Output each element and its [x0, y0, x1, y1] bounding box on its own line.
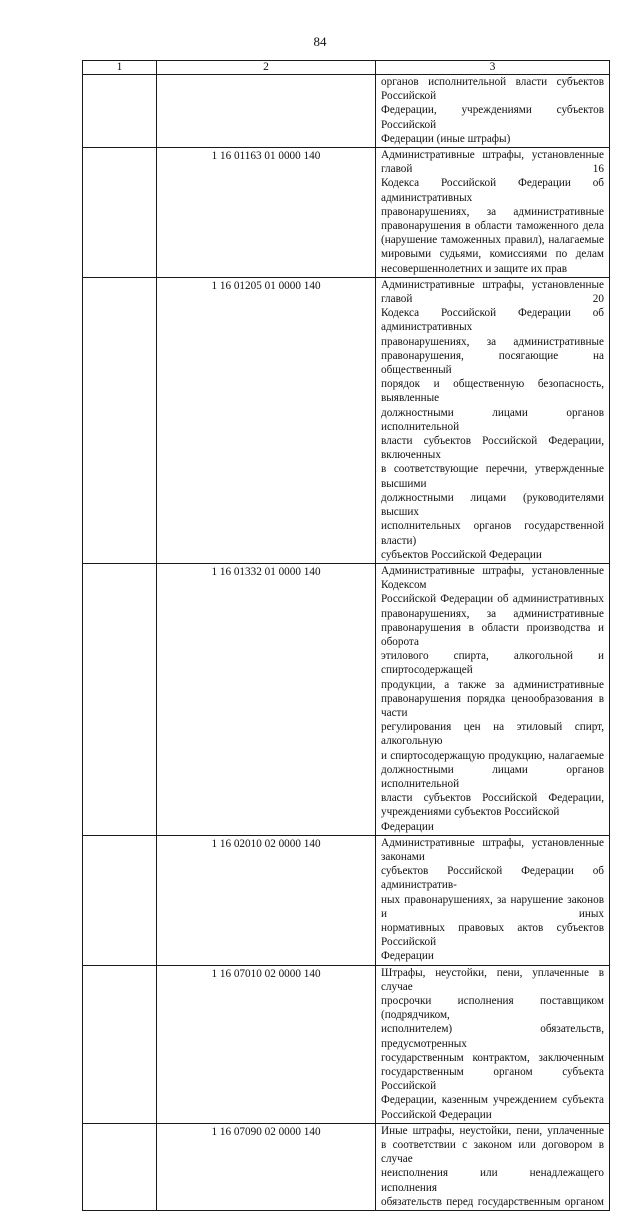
description-line: этилового спирта, алкогольной и спиртосодержащей	[381, 650, 604, 677]
description-line: обязательств перед государственным органом	[381, 1195, 604, 1208]
description-line: государственным контрактом, заключенным	[381, 1051, 604, 1064]
description-line: Административные штрафы, установленные Кодексом	[381, 564, 604, 592]
budget-code: 1 16 02010 02 0000 140	[157, 835, 376, 965]
description-line: правонарушения в области производства и оборота	[381, 621, 604, 648]
table-row	[83, 1123, 610, 1210]
description-line: Российской Федерации	[381, 1108, 492, 1121]
description-line: должностными лицами (руководителями высших	[381, 491, 604, 519]
page-number: 84	[313, 34, 327, 49]
description-line: в соответствии с законом или договором в случае	[381, 1139, 604, 1166]
description-line: Федерации (иные штрафы)	[381, 132, 511, 145]
description-line: Иные штрафы, неустойки, пени, уплаченные	[381, 1124, 604, 1137]
description-line: правонарушениях, за административные	[381, 335, 604, 348]
description-line: правонарушениях, за административные	[381, 205, 604, 218]
budget-code	[157, 75, 376, 148]
description-line: субъектов Российской Федерации об административ-	[381, 865, 604, 892]
description-line: в соответствующие перечни, утвержденные высшими	[381, 463, 604, 490]
cell-col1	[83, 148, 157, 278]
table-row	[83, 75, 610, 148]
budget-codes-table	[82, 60, 610, 1211]
description-line: Кодекса Российской Федерации об административных	[381, 307, 604, 334]
description-line: порядок и общественную безопасность, выявленные	[381, 378, 604, 405]
description-line: должностными лицами органов исполнительной	[381, 763, 604, 790]
description-line: государственным органом субъекта Российской	[381, 1066, 604, 1093]
description-line: субъектов Российской Федерации	[381, 548, 542, 561]
description-line: несовершеннолетних и защите их прав	[381, 262, 567, 275]
description-line: правонарушения порядка ценообразования в части	[381, 692, 604, 719]
description-line: правонарушениях, за административные	[381, 607, 604, 620]
description-line: органов исполнительной власти субъектов Российской	[381, 76, 604, 103]
description-line: нормативных правовых актов субъектов Российской	[381, 921, 604, 949]
code-description	[376, 965, 610, 1123]
column-header-1: 1	[83, 61, 157, 75]
table-header-row	[83, 61, 610, 75]
description-line: правонарушения, посягающие на общественный	[381, 349, 604, 377]
description-line: Административные штрафы, установленные законами	[381, 836, 604, 863]
description-line: Административные штрафы, установленные главой 20	[381, 278, 604, 306]
description-line: Российской Федерации об административных	[381, 593, 604, 606]
description-line: Кодекса Российской Федерации об административных	[381, 177, 604, 204]
code-description	[376, 75, 610, 148]
table-row	[83, 277, 610, 563]
cell-col1	[83, 75, 157, 148]
table-row	[83, 148, 610, 278]
table-body	[83, 75, 610, 1211]
description-line: ных правонарушениях, за нарушение законов и иных	[381, 893, 604, 920]
budget-code: 1 16 01163 01 0000 140	[157, 148, 376, 278]
column-header-3: 3	[376, 61, 610, 75]
code-description	[376, 277, 610, 563]
budget-code: 1 16 07010 02 0000 140	[157, 965, 376, 1123]
budget-code: 1 16 07090 02 0000 140	[157, 1123, 376, 1210]
description-line: власти субъектов Российской Федерации, включенных	[381, 435, 604, 462]
description-line: Федерации, казенным учреждением субъекта	[381, 1094, 604, 1107]
table-row	[83, 835, 610, 965]
description-line: правонарушения в области таможенного дела	[381, 220, 604, 233]
description-line: Федерации, учреждениями субъектов Российской	[381, 104, 604, 131]
description-line: власти субъектов Российской Федерации,	[381, 792, 604, 805]
description-line: неисполнения или ненадлежащего исполнения	[381, 1167, 604, 1194]
description-line: учреждениями субъектов Российской Федерации	[381, 806, 560, 833]
column-header-2: 2	[157, 61, 376, 75]
budget-code: 1 16 01205 01 0000 140	[157, 277, 376, 563]
cell-col1	[83, 277, 157, 563]
budget-code: 1 16 01332 01 0000 140	[157, 563, 376, 835]
description-line: регулирования цен на этиловый спирт, алкогольную	[381, 721, 604, 748]
cell-col1	[83, 965, 157, 1123]
table-row	[83, 563, 610, 835]
table-row	[83, 965, 610, 1123]
code-description	[376, 148, 610, 278]
cell-col1	[83, 563, 157, 835]
cell-col1	[83, 1123, 157, 1210]
description-line: Административные штрафы, установленные главой 16	[381, 149, 604, 176]
description-line: и спиртосодержащую продукцию, налагаемые	[381, 749, 604, 762]
cell-col1	[83, 835, 157, 965]
description-line: просрочки исполнения поставщиком (подрядчиком,	[381, 995, 604, 1022]
description-line: Штрафы, неустойки, пени, уплаченные в случае	[381, 966, 604, 993]
code-description	[376, 835, 610, 965]
description-line: исполнителем) обязательств, предусмотренных	[381, 1023, 604, 1050]
description-line: мировыми судьями, комиссиями по делам	[381, 248, 604, 261]
description-line: исполнительных органов государственной власти)	[381, 520, 604, 547]
code-description	[376, 1123, 610, 1210]
description-line: Федерации	[381, 950, 434, 963]
description-line: продукции, а также за административные	[381, 678, 604, 691]
description-line: (нарушение таможенных правил), налагаемые	[381, 234, 604, 247]
code-description	[376, 563, 610, 835]
description-line: должностными лицами органов исполнительной	[381, 406, 604, 433]
